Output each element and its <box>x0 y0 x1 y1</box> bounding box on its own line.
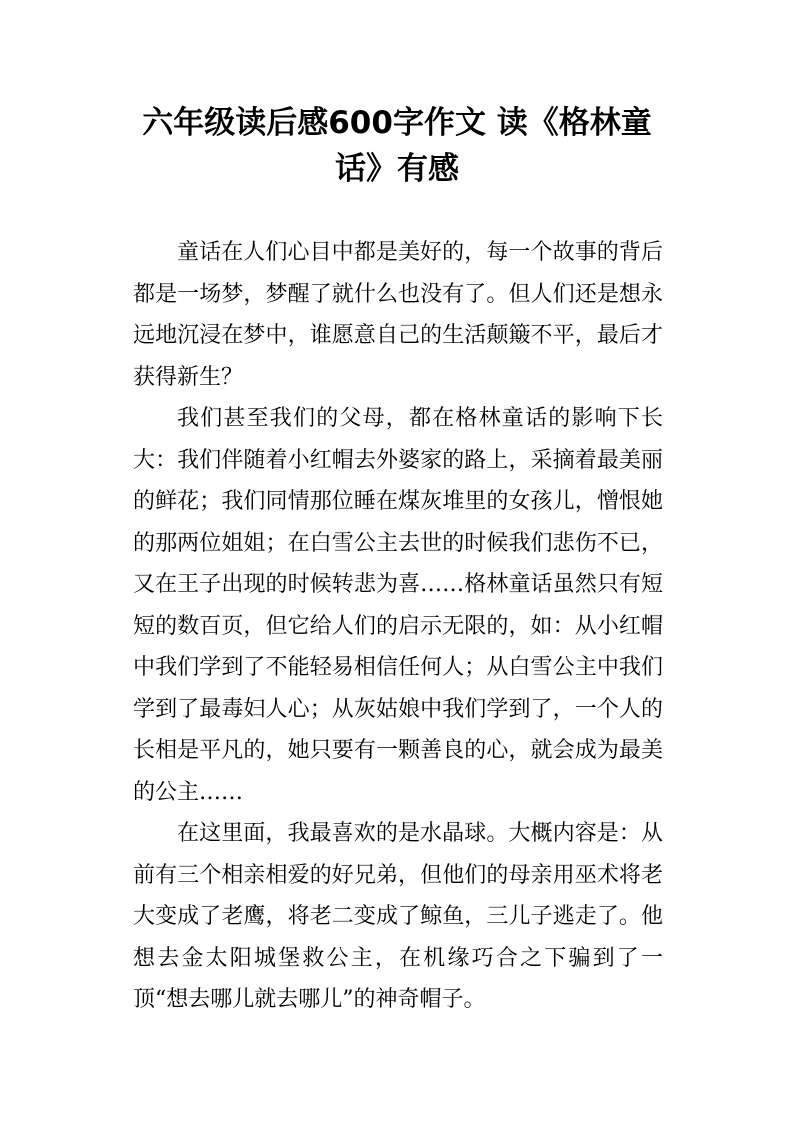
document-title: 六年级读后感600字作文 读《格林童话》有感 <box>142 105 652 187</box>
document-body <box>133 232 663 1021</box>
paragraph: 在这里面，我最喜欢的是水晶球。大概内容是：从前有三个相亲相爱的好兄弟，但他们的母亲用巫术将老大变成了老鹰，将老二变成了鲸鱼，三儿子逃走了。他想去金太阳城堡救公主，在机缘巧合之下骗到了一顶“想去哪儿就去哪儿”的神奇帽子。 <box>133 821 663 1012</box>
paragraph: 我们甚至我们的父母，都在格林童话的影响下长大：我们伴随着小红帽去外婆家的路上，采摘着最美丽的鲜花；我们同情那位睡在煤灰堆里的女孩儿，憎恨她的那两位姐姐；在白雪公主去世的时候我们悲伤不已，又在王子出现的时候转悲为喜……格林童话虽然只有短短的数百页，但它给人们的启示无限的，如：从小红帽中我们学到了不能轻易相信任何人；从白雪公主中我们学到了最毒妇人心；从灰姑娘中我们学到了，一个人的长相是平凡的，她只要有一颗善良的心，就会成为最美的公主…… <box>133 406 663 805</box>
paragraph: 童话在人们心目中都是美好的，每一个故事的背后都是一场梦，梦醒了就什么也没有了。但人们还是想永远地沉浸在梦中，谁愿意自己的生活颠簸不平，最后才获得新生？ <box>133 240 663 390</box>
